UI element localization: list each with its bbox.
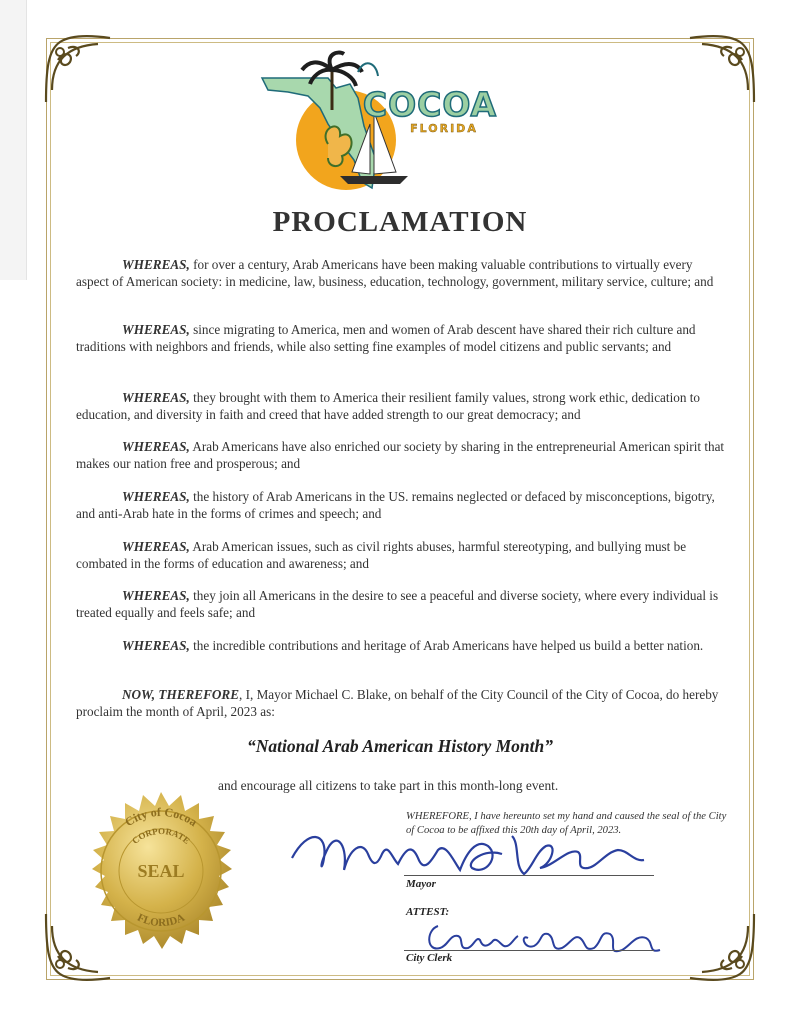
whereas-paragraph-2 xyxy=(76,321,728,355)
page-title: PROCLAMATION xyxy=(272,206,528,238)
corner-ornament-top-left xyxy=(38,30,118,110)
whereas-lead: WHEREAS, xyxy=(122,322,190,337)
mayor-label: Mayor xyxy=(406,878,436,890)
whereas-text: they brought with them to America their resilient family values, strong work ethic, dedication to education, and diversity in faith and creed that have added strength to our great democracy; and xyxy=(76,390,700,422)
logo-wordmark xyxy=(355,85,505,135)
therefore-lead: NOW, THEREFORE xyxy=(122,687,239,702)
logo-cocoa-text: COCOA xyxy=(362,85,498,124)
corner-ornament-bottom-right xyxy=(682,906,762,986)
attest-label: ATTEST: xyxy=(406,906,450,918)
whereas-lead: WHEREAS, xyxy=(122,539,190,554)
whereas-lead: WHEREAS, xyxy=(122,257,190,272)
whereas-text: the history of Arab Americans in the US. remains neglected or defaced by misconceptions, bigotry, and anti-Arab hate in the forms of crimes and speech; and xyxy=(76,489,715,521)
wherefore-statement: WHEREFORE, I have hereunto set my hand and caused the seal of the City of Cocoa to be affixed this 20th day of April, 2023. xyxy=(406,811,727,836)
proclaimed-month-title: “National Arab American History Month” xyxy=(247,736,553,756)
seal-top-text: City of Cocoa xyxy=(122,804,200,830)
whereas-text: the incredible contributions and heritage of Arab Americans have helped us build a better nation. xyxy=(189,638,704,653)
encourage-line: and encourage all citizens to take part in this month-long event. xyxy=(218,778,559,793)
whereas-lead: WHEREAS, xyxy=(122,638,190,653)
whereas-paragraph-5 xyxy=(76,488,728,522)
corner-ornament-top-right xyxy=(682,30,762,110)
mayor-signature-line xyxy=(404,875,654,876)
whereas-paragraph-3 xyxy=(76,389,728,423)
seal-middle-text: CORPORATE xyxy=(130,825,192,846)
whereas-lead: WHEREAS, xyxy=(122,439,190,454)
clerk-signature xyxy=(424,912,664,960)
whereas-lead: WHEREAS, xyxy=(122,390,190,405)
whereas-lead: WHEREAS, xyxy=(122,489,190,504)
clerk-label: City Clerk xyxy=(406,952,453,964)
whereas-paragraph-8 xyxy=(76,637,728,654)
mayor-signature xyxy=(288,818,648,890)
whereas-lead: WHEREAS, xyxy=(122,588,190,603)
whereas-text: Arab American issues, such as civil rights abuses, harmful stereotyping, and bullying must be combated in the forms of education and awareness; and xyxy=(76,539,687,571)
clerk-signature-line xyxy=(404,950,654,951)
seal-bottom-text: FLORIDA xyxy=(135,911,187,930)
logo-florida-text: FLORIDA xyxy=(410,122,478,135)
whereas-text: they join all Americans in the desire to see a peaceful and diverse society, where every individual is treated equally and feels safe; and xyxy=(76,588,719,620)
therefore-paragraph xyxy=(76,686,728,720)
whereas-text: for over a century, Arab Americans have been making valuable contributions to virtually every aspect of American society: in medicine, law, business, education, technology, government, military service, culture; and xyxy=(76,257,714,289)
whereas-paragraph-1 xyxy=(76,256,728,290)
whereas-paragraph-4 xyxy=(76,438,728,472)
whereas-text: since migrating to America, men and women of Arab descent have shared their rich culture and traditions with neighbors and friends, while also setting fine examples of model citizens and public servants; and xyxy=(76,322,696,354)
whereas-paragraph-7 xyxy=(76,587,728,621)
gold-seal xyxy=(66,776,256,966)
whereas-paragraph-6 xyxy=(76,538,728,572)
therefore-text: , I, Mayor Michael C. Blake, on behalf of the City Council of the City of Cocoa, do hereby proclaim the month of April, 2023 as: xyxy=(76,687,719,719)
whereas-text: Arab Americans have also enriched our society by sharing in the entrepreneurial American spirit that makes our nation free and prosperous; and xyxy=(76,439,725,471)
seal-center-text: SEAL xyxy=(137,861,185,881)
